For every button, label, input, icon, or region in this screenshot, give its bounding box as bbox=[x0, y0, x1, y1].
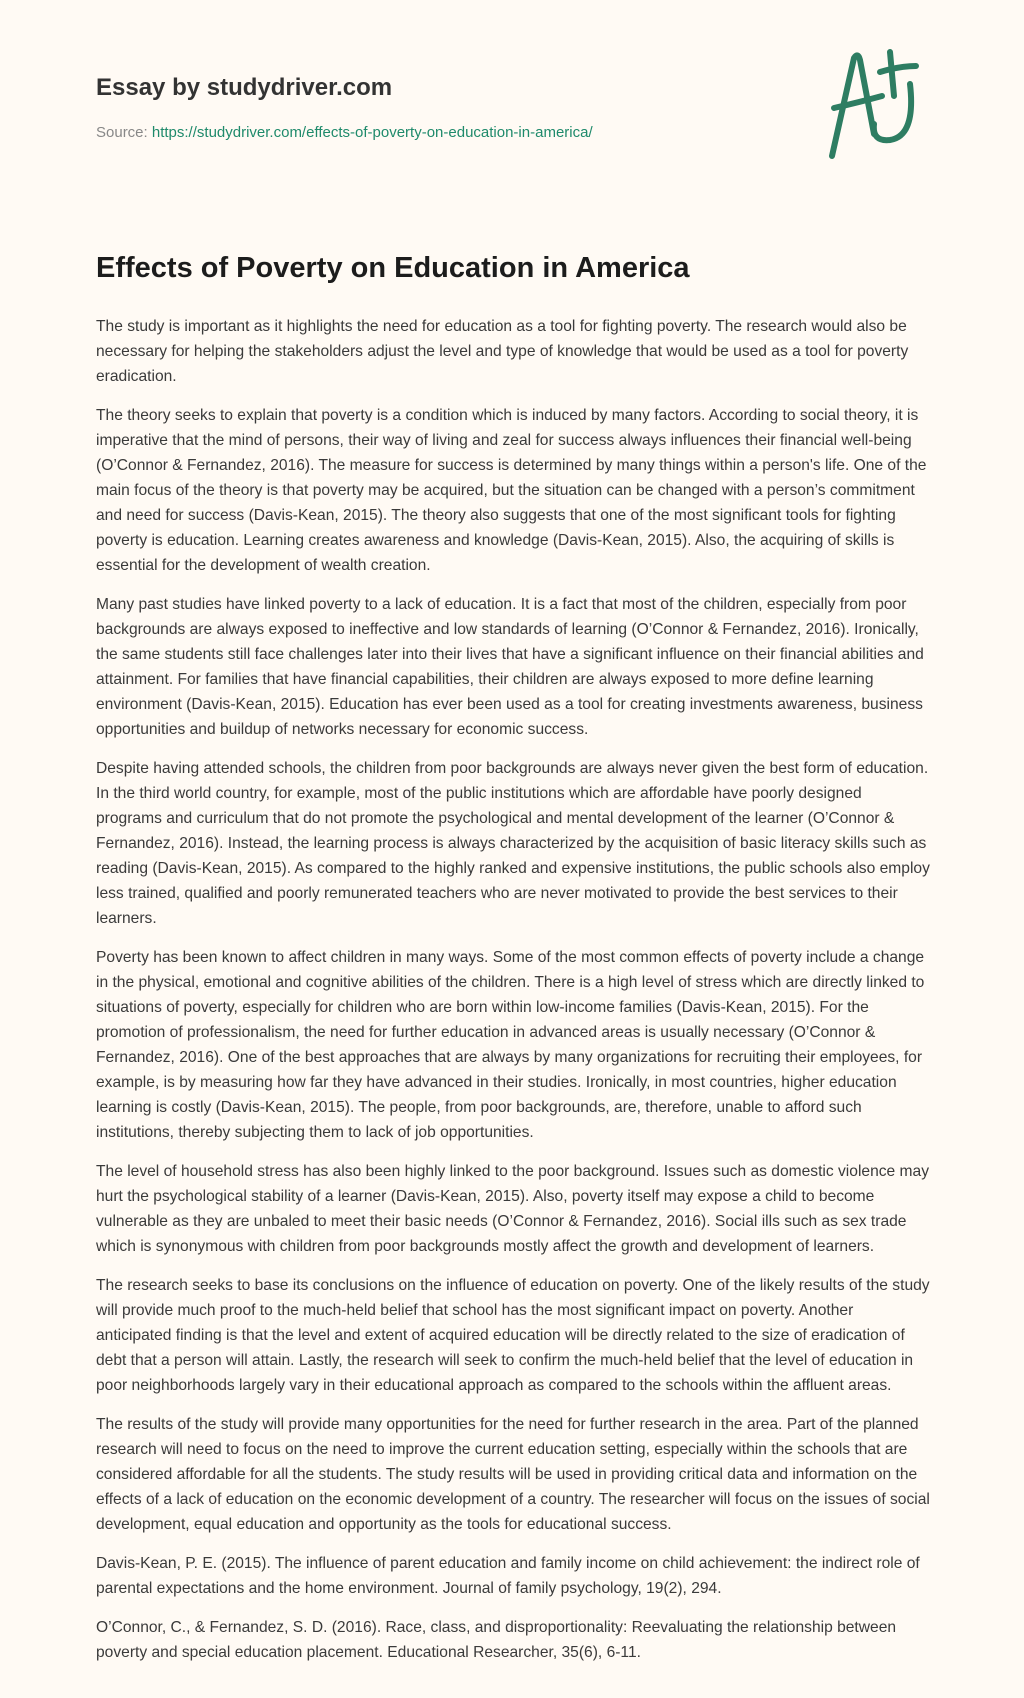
paragraph: The level of household stress has also been highly linked to the poor background. Issues such as domestic violence may hurt the psychological stability of a learner (Davis-Kean, 2015). Also, poverty itself may expose a child to become vulnerable as they are unbaled to meet their basic needs (O’Connor & Fernandez, 2016). Social ills such as sex trade which is synonymous with children from poor backgrounds mostly affect the growth and development of learners. bbox=[96, 1163, 930, 1255]
site-title: Essay by studydriver.com bbox=[96, 74, 393, 101]
paragraph: Many past studies have linked poverty to a lack of education. It is a fact that most of the children, especially from poor backgrounds are always exposed to ineffective and low standards of learning (O’Connor & Fernandez, 2016). Ironically, the same students still face challenges later into their lives that have a significant influence on their financial abilities and attainment. For families that have financial capabilities, their children are always exposed to more define learning environment (Davis-Kean, 2015). Education has ever been used as a tool for creating investments awareness, business opportunities and buildup of networks necessary for economic success. bbox=[96, 596, 924, 738]
paragraph: The study is important as it highlights the need for education as a tool for fighting poverty. The research would also be necessary for helping the stakeholders adjust the level and type of knowledge that would be used as a tool for poverty eradication. bbox=[96, 318, 909, 385]
paragraph: Poverty has been known to affect children in many ways. Some of the most common effects of poverty include a change in the physical, emotional and cognitive abilities of the children. There is a high level of stress which are directly linked to situations of poverty, especially for children who are born within low-income families (Davis-Kean, 2015). For the promotion of professionalism, the need for further education in advanced areas is usually necessary (O’Connor & Fernandez, 2016). One of the best approaches that are always by many organizations for recruiting their employees, for example, is by measuring how far they have advanced in their studies. Ironically, in most countries, higher education learning is costly (Davis-Kean, 2015). The people, from poor backgrounds, are, therefore, unable to afford such institutions, thereby subjecting them to lack of job opportunities. bbox=[96, 949, 925, 1141]
paragraph: Despite having attended schools, the children from poor backgrounds are always never given the best form of education. In the third world country, for example, most of the public institutions which are affordable have poorly designed programs and curriculum that do not promote the psychological and mental development of the learner (O’Connor & Fernandez, 2016). Instead, the learning process is always characterized by the acquisition of basic literacy skills such as reading (Davis-Kean, 2015). As compared to the highly ranked and expensive institutions, the public schools also employ less trained, qualified and poorly remunerated teachers who are never motivated to provide the best services to their learners. bbox=[96, 760, 930, 927]
source-link[interactable]: https://studydriver.com/effects-of-poverty-on-education-in-america/ bbox=[151, 124, 593, 141]
reference: O’Connor, C., & Fernandez, S. D. (2016). Race, class, and disproportionality: Reevaluating the relationship between poverty and special education placement. Educational Researcher, 35(6), 6-11. bbox=[96, 1619, 897, 1661]
a-plus-logo bbox=[820, 44, 930, 164]
paragraph: The theory seeks to explain that poverty is a condition which is induced by many factors. According to social theory, it is imperative that the mind of persons, their way of living and zeal for success always influences their financial well-being (O’Connor & Fernandez, 2016). The measure for success is determined by many things within a person's life. One of the main focus of the theory is that poverty may be acquired, but the situation can be changed with a person’s commitment and need for success (Davis-Kean, 2015). The theory also suggests that one of the most significant tools for fighting poverty is education. Learning creates awareness and knowledge (Davis-Kean, 2015). Also, the acquiring of skills is essential for the development of wealth creation. bbox=[96, 407, 927, 574]
source-label: Source: bbox=[96, 124, 148, 141]
paragraph: The research seeks to base its conclusions on the influence of education on poverty. One of the likely results of the study will provide much proof to the much-held belief that school has the most significant impact on poverty. Another anticipated finding is that the level and extent of acquired education will be directly related to the size of eradication of debt that a person will attain. Lastly, the research will seek to confirm the much-held belief that the level of education in poor neighborhoods largely vary in their educational approach as compared to the schools within the affluent areas. bbox=[96, 1277, 930, 1394]
reference: Davis-Kean, P. E. (2015). The influence of parent education and family income on child achievement: the indirect role of parental expectations and the home environment. Journal of family psychology, 19(2), 294. bbox=[96, 1555, 920, 1597]
paragraph: The results of the study will provide many opportunities for the need for further research in the area. Part of the planned research will need to focus on the need to improve the current education setting, especially within the schools that are considered affordable for all the students. The study results will be used in providing critical data and information on the effects of a lack of education on the economic development of a country. The researcher will focus on the issues of social development, equal education and opportunity as the tools for educational success. bbox=[96, 1416, 930, 1533]
source-line bbox=[96, 124, 593, 141]
essay-title: Effects of Poverty on Education in America bbox=[96, 252, 690, 284]
essay-body bbox=[96, 314, 930, 1679]
